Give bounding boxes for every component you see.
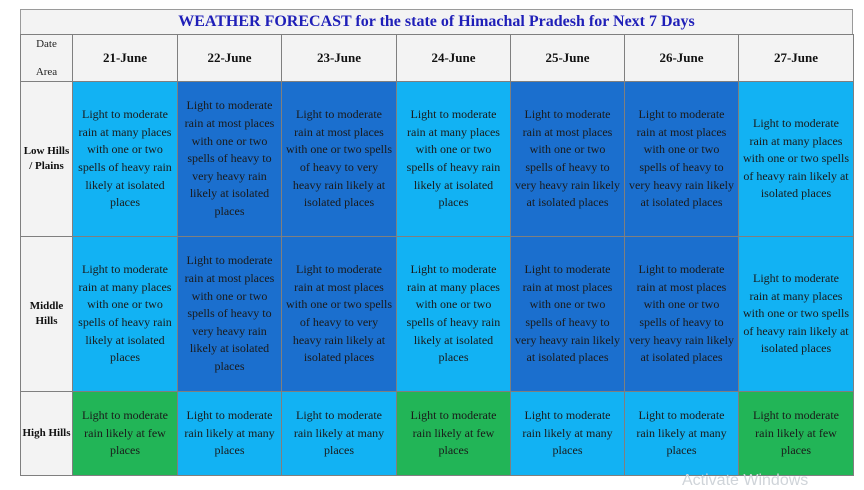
forecast-cell: Light to moderate rain likely at many places	[625, 392, 739, 476]
date-header: 25-June	[511, 35, 625, 82]
date-header: 24-June	[397, 35, 511, 82]
date-header: 22-June	[178, 35, 282, 82]
forecast-cell: Light to moderate rain likely at few places	[73, 392, 178, 476]
forecast-cell: Light to moderate rain at many places with one or two spells of heavy rain likely at isolated places	[73, 237, 178, 392]
forecast-container	[20, 9, 853, 476]
forecast-cell: Light to moderate rain at most places with one or two spells of heavy to very heavy rain likely at isolated places	[178, 82, 282, 237]
forecast-cell: Light to moderate rain at most places with one or two spells of heavy to very heavy rain likely at isolated places	[625, 82, 739, 237]
forecast-table	[20, 34, 854, 476]
corner-cell	[21, 35, 73, 82]
table-row	[21, 82, 854, 237]
area-label-low-hills: Low Hills / Plains	[21, 82, 73, 237]
forecast-cell: Light to moderate rain at most places with one or two spells of heavy to very heavy rain likely at isolated places	[282, 82, 397, 237]
header-row	[21, 35, 854, 82]
forecast-cell: Light to moderate rain at most places with one or two spells of heavy to very heavy rain likely at isolated places	[178, 237, 282, 392]
area-label: Area	[35, 66, 58, 78]
forecast-cell: Light to moderate rain likely at many places	[282, 392, 397, 476]
forecast-cell: Light to moderate rain at many places with one or two spells of heavy rain likely at isolated places	[739, 237, 854, 392]
forecast-cell: Light to moderate rain at most places with one or two spells of heavy to very heavy rain likely at isolated places	[625, 237, 739, 392]
page-title: WEATHER FORECAST for the state of Himachal Pradesh for Next 7 Days	[20, 9, 853, 34]
date-header: 21-June	[73, 35, 178, 82]
activate-windows-watermark: Activate Windows	[682, 472, 809, 489]
forecast-cell: Light to moderate rain at most places with one or two spells of heavy to very heavy rain likely at isolated places	[511, 237, 625, 392]
forecast-cell: Light to moderate rain likely at many places	[178, 392, 282, 476]
forecast-cell: Light to moderate rain at many places with one or two spells of heavy rain likely at isolated places	[397, 237, 511, 392]
forecast-cell: Light to moderate rain likely at few places	[397, 392, 511, 476]
forecast-cell: Light to moderate rain at most places with one or two spells of heavy to very heavy rain likely at isolated places	[282, 237, 397, 392]
forecast-cell: Light to moderate rain at most places with one or two spells of heavy to very heavy rain likely at isolated places	[511, 82, 625, 237]
forecast-cell: Light to moderate rain at many places with one or two spells of heavy rain likely at isolated places	[739, 82, 854, 237]
forecast-cell: Light to moderate rain likely at many places	[511, 392, 625, 476]
forecast-cell: Light to moderate rain likely at few places	[739, 392, 854, 476]
area-label-high-hills: High Hills	[21, 392, 73, 476]
table-row	[21, 392, 854, 476]
date-label: Date	[36, 38, 57, 50]
forecast-cell: Light to moderate rain at many places with one or two spells of heavy rain likely at isolated places	[397, 82, 511, 237]
forecast-cell: Light to moderate rain at many places with one or two spells of heavy rain likely at isolated places	[73, 82, 178, 237]
date-header: 26-June	[625, 35, 739, 82]
area-label-middle-hills: Middle Hills	[21, 237, 73, 392]
table-row	[21, 237, 854, 392]
date-header: 27-June	[739, 35, 854, 82]
date-header: 23-June	[282, 35, 397, 82]
